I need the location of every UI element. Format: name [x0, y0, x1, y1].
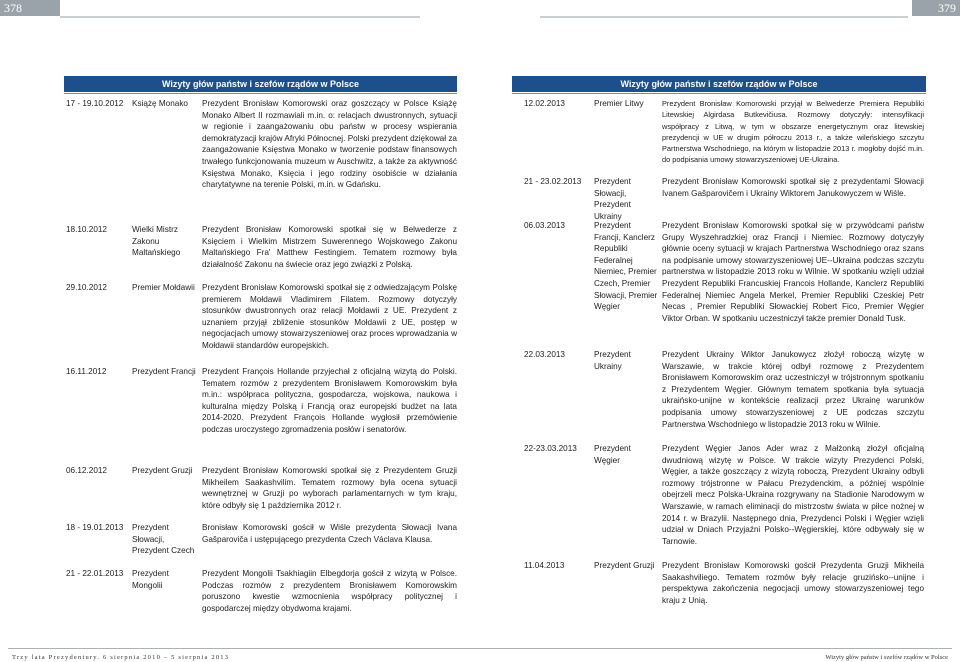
visitor: Prezydent Gruzji [594, 561, 655, 570]
visit-date: 12.02.2013 [524, 99, 565, 108]
visit-description: Bronisław Komorowski gościł w Wiśle prezydenta Słowacji Ivana Gašparoviča i ustępującego prezydenta Czech Václava Klausa. [202, 523, 457, 544]
visitor: Prezydent Węgier [594, 444, 631, 465]
visitor: Prezydent Francji, Kanclerz Republiki Federalnej Niemiec, Premier Czech, Premier Słowacji, Premier Węgier [594, 221, 658, 312]
visit-date: 22-23.03.2013 [524, 444, 577, 453]
visit-description: Prezydent Bronisław Komorowski spotkał się z Prezydentem Gruzji Mikheilem Saakashvilim. Tematem rozmowy była ocena sytuacji wewnętrznej w Gruzji po wyborach parlamentarnych w tym kraju, które odbyły się 1 października 2012 r. [202, 466, 457, 510]
visit-description: Prezydent Ukrainy Wiktor Janukowycz złożył roboczą wizytę w Warszawie, w trakcie której odbył rozmowę z Prezydentem Bronisławem Komorowskim oraz uczestniczył w trójstronnym spotkaniu z Prezydentem Węgier. Głównym tematem spotkania była sytuacja ukraińsko-unijne w kontekście realizacji przez Ukrainę warunków podpisania umowy stowarzyszeniowej z UE podczas szczytu Partnerstwa Wschodniego w listopadzie 2013 roku w Wilnie. [662, 350, 924, 429]
visit-date: 18 - 19.01.2013 [66, 523, 124, 532]
visit-description: Prezydent Bronisław Komorowski gościł Prezydenta Gruzji Mikheila Saakashviliego. Tematem rozmów były relacje gruzińsko--unijne i perspektywa zakończenia negocjacji umowy stowarzyszeniowej tego kraju z Unią. [662, 561, 924, 605]
visitor: Wielki Mistrz Zakonu Maltańskiego [132, 225, 181, 258]
visit-description: Prezydent Bronisław Komorowski spotkał się z prezydentami Słowacji Ivanem Gašparovičem i Ukrainy Wiktorem Janukowyczem w Wiśle. [662, 177, 924, 198]
footer-left: Trzy lata Prezydentury. 6 sierpnia 2010 – 5 sierpnia 2013 [12, 654, 230, 661]
table-row [66, 366, 459, 458]
visitor: Prezydent Ukrainy [594, 350, 631, 371]
visitor: Książę Monako [132, 99, 188, 108]
visit-description: Prezydent Mongolii Tsakhiagiin Elbegdorja gościł z wizytą w Polsce. Podczas rozmów z prezydentem Bronisławem Komorowskim poruszono kwestie wzmocnienia współpracy politycznej i gospodarczej między obydwoma krajami. [202, 569, 457, 613]
header-rule [64, 93, 457, 94]
table-row [524, 220, 934, 346]
page-number-left: 378 [0, 0, 60, 16]
table-row [66, 568, 459, 618]
visit-date: 17 - 19.10.2012 [66, 99, 124, 108]
visit-date: 06.03.2013 [524, 221, 565, 230]
visit-description: Prezydent Węgier Janos Ader wraz z Małżonką złożył oficjalną dwudniową wizytę w Polsce. W trakcie wizyty Prezydenci Polski, Węgier, a także goszczący z wizytą roboczą, Prezydent Ukrainy odbyli rozmowy trójstronne w Pałacu Prezydenckim, a później wspólnie obejrzeli mecz Polska-Ukraina rozgrywany na Stadionie Narodowym w Warszawie, w ramach eliminacji do mistrzostw świata w piłce nożnej w 2014 r. w Brazylii. Następnego dnia, Prezydenci Polski i Węgier wzięli udział w Dniach Przyjaźni Polsko--Węgierskiej, które odbywały się w Tarnowie. [662, 444, 924, 546]
page-header-right: Wizyty głów państw i szefów rządów w Polsce [512, 76, 926, 92]
visit-description: Prezydent Bronisław Komorowski oraz goszczący w Polsce Książę Monako Albert II rozmawiali m.in. o: relacjach dwustronnych, sytuacji w regionie i zaangażowaniu obu państw w procesy wspierania demokratyzacji krajów Afryki Północnej. Polski prezydent dziękował za zaangażowanie Księstwa Monako w tworzenie podstaw finansowych trwałego funkcjonowania muzeum w Auschwitz, a także za aktywność Księstwa Monako, Księcia i jego rodziny osobiście w działania charytatywne na terenie Polski, m.in. w Gdańsku. [202, 99, 457, 190]
visitor: Premier Litwy [594, 99, 644, 108]
visit-description: Prezydent Bronisław Komorowski spotkał się z odwiedzającym Polskę premierem Mołdawii Vladimirem Filatem. Rozmowy dotyczyły stosunków dwustronnych oraz relacji Mołdawii z UE. Prezydent z uznaniem przyjął zbliżenie stosunków Mołdawii z UE, postęp w negocjacjach umowy stowarzyszeniowej oraz proces wprowadzania w Mołdawii standardów europejskich. [202, 283, 457, 350]
visit-date: 16.11.2012 [66, 367, 107, 376]
visitor: Prezydent Mongolii [132, 569, 169, 590]
table-row [524, 560, 934, 614]
visit-date: 21 - 23.02.2013 [524, 177, 582, 186]
table-row [524, 98, 934, 170]
table-row [66, 224, 459, 278]
table-row [524, 443, 934, 557]
visit-date: 18.10.2012 [66, 225, 107, 234]
visitor: Prezydent Słowacji, Prezydent Ukrainy [594, 177, 631, 221]
page-number-bar-right [540, 16, 908, 18]
visit-description: Prezydent Bronisław Komorowski przyjął w Belwederze Premiera Republiki Litewskiej Algirdasa Butkevičiusa. Rozmowy dotyczyły: intensyfikacji współpracy z Litwą, w tym w obszarze energetycznym oraz litewskiej prezydencji w UE w drugim półroczu 2013 r., a także wileńskiego szczytu Partnerstwa Wschodniego, na którym w listopadzie 2013 r. mogłoby dojść m.in. do podpisania umowy stowarzyszeniowej UE-Ukraina. [662, 99, 924, 165]
table-row [524, 176, 934, 221]
visit-description: Prezydent Bronisław Komorowski spotkał się w Belwederze z Księciem i Wielkim Mistrzem Suwerennego Wojskowego Zakonu Maltańskiego Fra' Matthew Festingiem. Tematem rozmowy była działalność Zakonu na świecie oraz jego związki z Polską. [202, 225, 457, 269]
footer-rule [8, 648, 952, 649]
visitor: Prezydent Słowacji, Prezydent Czech [132, 523, 195, 556]
header-rule [512, 93, 926, 94]
visit-date: 21 - 22.01.2013 [66, 569, 124, 578]
visit-date: 11.04.2013 [524, 561, 565, 570]
visit-date: 06.12.2012 [66, 466, 107, 475]
page-number-bar-left [60, 16, 420, 18]
table-row [524, 349, 934, 439]
visit-date: 29.10.2012 [66, 283, 107, 292]
visitor: Premier Mołdawii [132, 283, 195, 292]
visit-description: Prezydent François Hollande przyjechał z oficjalną wizytą do Polski. Tematem rozmów z prezydentem Bronisławem Komorowskim była m.in.: współpraca polityczna, gospodarcza, wojskowa, naukowa i kulturalna między Polską i Francją oraz europejski budżet na lata 2014-2020. Prezydent François Hollande wygłosił przemówienie podczas uroczystego zgromadzenia posłów i senatorów. [202, 367, 457, 434]
table-row [66, 282, 459, 360]
visitor: Prezydent Gruzji [132, 466, 193, 475]
table-row [66, 465, 459, 513]
visitor: Prezydent Francji [132, 367, 196, 376]
visit-date: 22.03.2013 [524, 350, 565, 359]
visit-description: Prezydent Bronisław Komorowski spotkał się w przywódcami państw Grupy Wyszehradzkiej oraz Francji i Niemiec. Rozmowy dotyczyły głównie oceny sytuacji w krajach Partnerstwa Wschodniego oraz szans na podpisanie umowy stowarzyszeniowej UE--Ukraina podczas szczytu partnerstwa w listopadzie 2013 roku w Wilnie. W spotkaniu wzięli udział Prezydent Republiki Francuskiej Francois Hollande, Kanclerz Republiki Federalnej Niemiec Angela Merkel, Premier Republiki Czeskiej Petr Necas , Premier Republiki Słowackiej Robert Fico, Premier Węgier Viktor Orban. W spotkaniu uczestniczył także premier Donald Tusk. [662, 221, 924, 323]
page-header-left: Wizyty głów państw i szefów rządów w Polsce [64, 76, 457, 92]
table-row [66, 98, 459, 216]
footer-right: Wizyty głów państw i szefów rządów w Polsce [825, 654, 948, 661]
table-row [66, 522, 459, 558]
page-number-right: 379 [912, 0, 960, 16]
